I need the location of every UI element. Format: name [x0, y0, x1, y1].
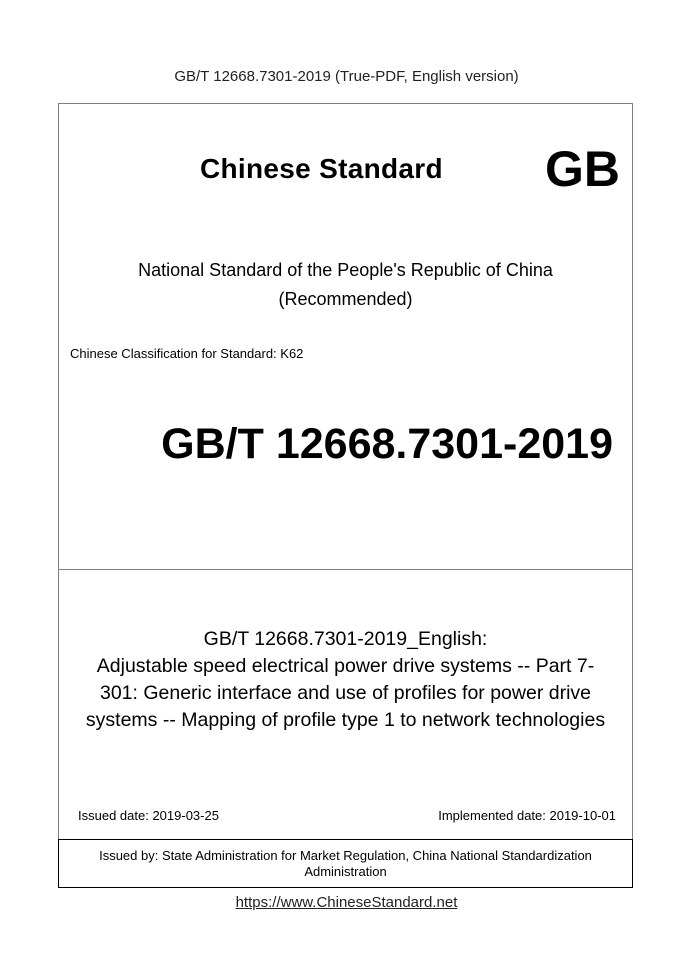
document-header-title: GB/T 12668.7301-2019 (True-PDF, English version) [174, 68, 519, 85]
issued-date: Issued date: 2019-03-25 [78, 808, 219, 823]
english-title-line-4: systems -- Mapping of profile type 1 to network technologies [85, 709, 606, 731]
english-title-line-3: 301: Generic interface and use of profiles for power drive [99, 682, 591, 704]
standard-number: GB/T 12668.7301-2019 [161, 420, 613, 468]
national-standard-title [58, 256, 633, 314]
brand-title: Chinese Standard [200, 153, 443, 184]
national-standard-line-1: National Standard of the People's Republic of China [138, 260, 553, 280]
english-title [58, 626, 633, 734]
classification-label: Chinese Classification for Standard: K62 [70, 346, 304, 361]
issuer-text [58, 848, 633, 880]
english-title-line-1: GB/T 12668.7301-2019_English: [203, 628, 488, 650]
website-link[interactable]: https://www.ChineseStandard.net [235, 894, 458, 911]
issuer-line-1: Issued by: State Administration for Market Regulation, China National Standardization [99, 848, 592, 863]
brand-code: GB [545, 141, 620, 197]
implemented-date: Implemented date: 2019-10-01 [438, 808, 616, 823]
issuer-line-2: Administration [304, 864, 387, 879]
national-standard-line-2: (Recommended) [278, 289, 413, 309]
english-title-line-2: Adjustable speed electrical power drive systems -- Part 7- [96, 655, 595, 677]
